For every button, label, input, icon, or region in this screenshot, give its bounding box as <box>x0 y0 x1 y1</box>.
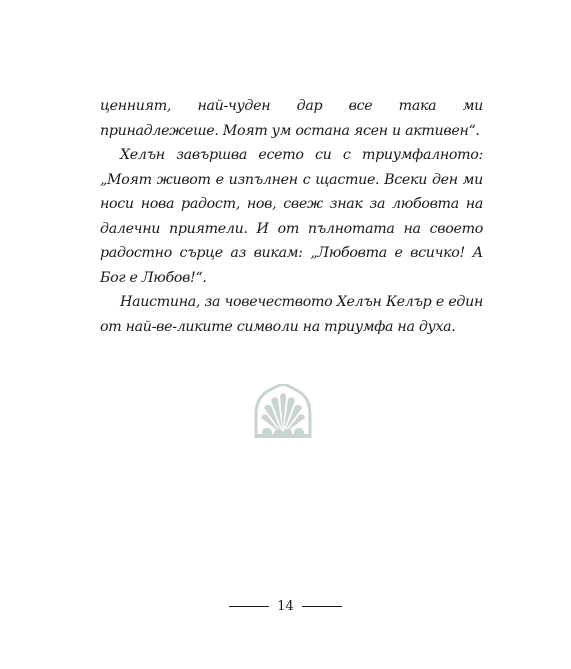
text-line: изпълнен с щастие. Всеки ден ми носи нова радост, нов, свеж <box>100 171 483 212</box>
footer-rule-right <box>302 606 342 607</box>
footer-rule-left <box>229 606 269 607</box>
text-line: знак за любовта на далечни приятели. И от пълнотата на <box>100 196 483 237</box>
paragraph-continuation <box>100 94 483 143</box>
text-line: ликите символи на триумфа на духа. <box>176 318 456 335</box>
text-line: Любов!“. <box>141 269 207 286</box>
text-line: остана ясен и активен“. <box>295 122 480 139</box>
page-number: 14 <box>277 599 294 614</box>
paragraph-essay-ending <box>100 143 483 290</box>
page-body-text <box>100 94 483 339</box>
text-line: Хелън завършва есето си с триумфалното: „Моят живот е <box>100 147 483 188</box>
text-line: ценният, най-чуден дар все така ми принадлежеше. Моят ум <box>100 98 483 139</box>
text-line: Наистина, за човечеството Хелън Келър е един от най-ве- <box>100 294 483 335</box>
page-footer <box>0 599 571 614</box>
fan-arch-ornament-icon <box>254 384 312 438</box>
text-line: своето радостно сърце аз викам: „Любовта е всичко! А Бог е <box>100 220 483 286</box>
paragraph-conclusion <box>100 290 483 339</box>
